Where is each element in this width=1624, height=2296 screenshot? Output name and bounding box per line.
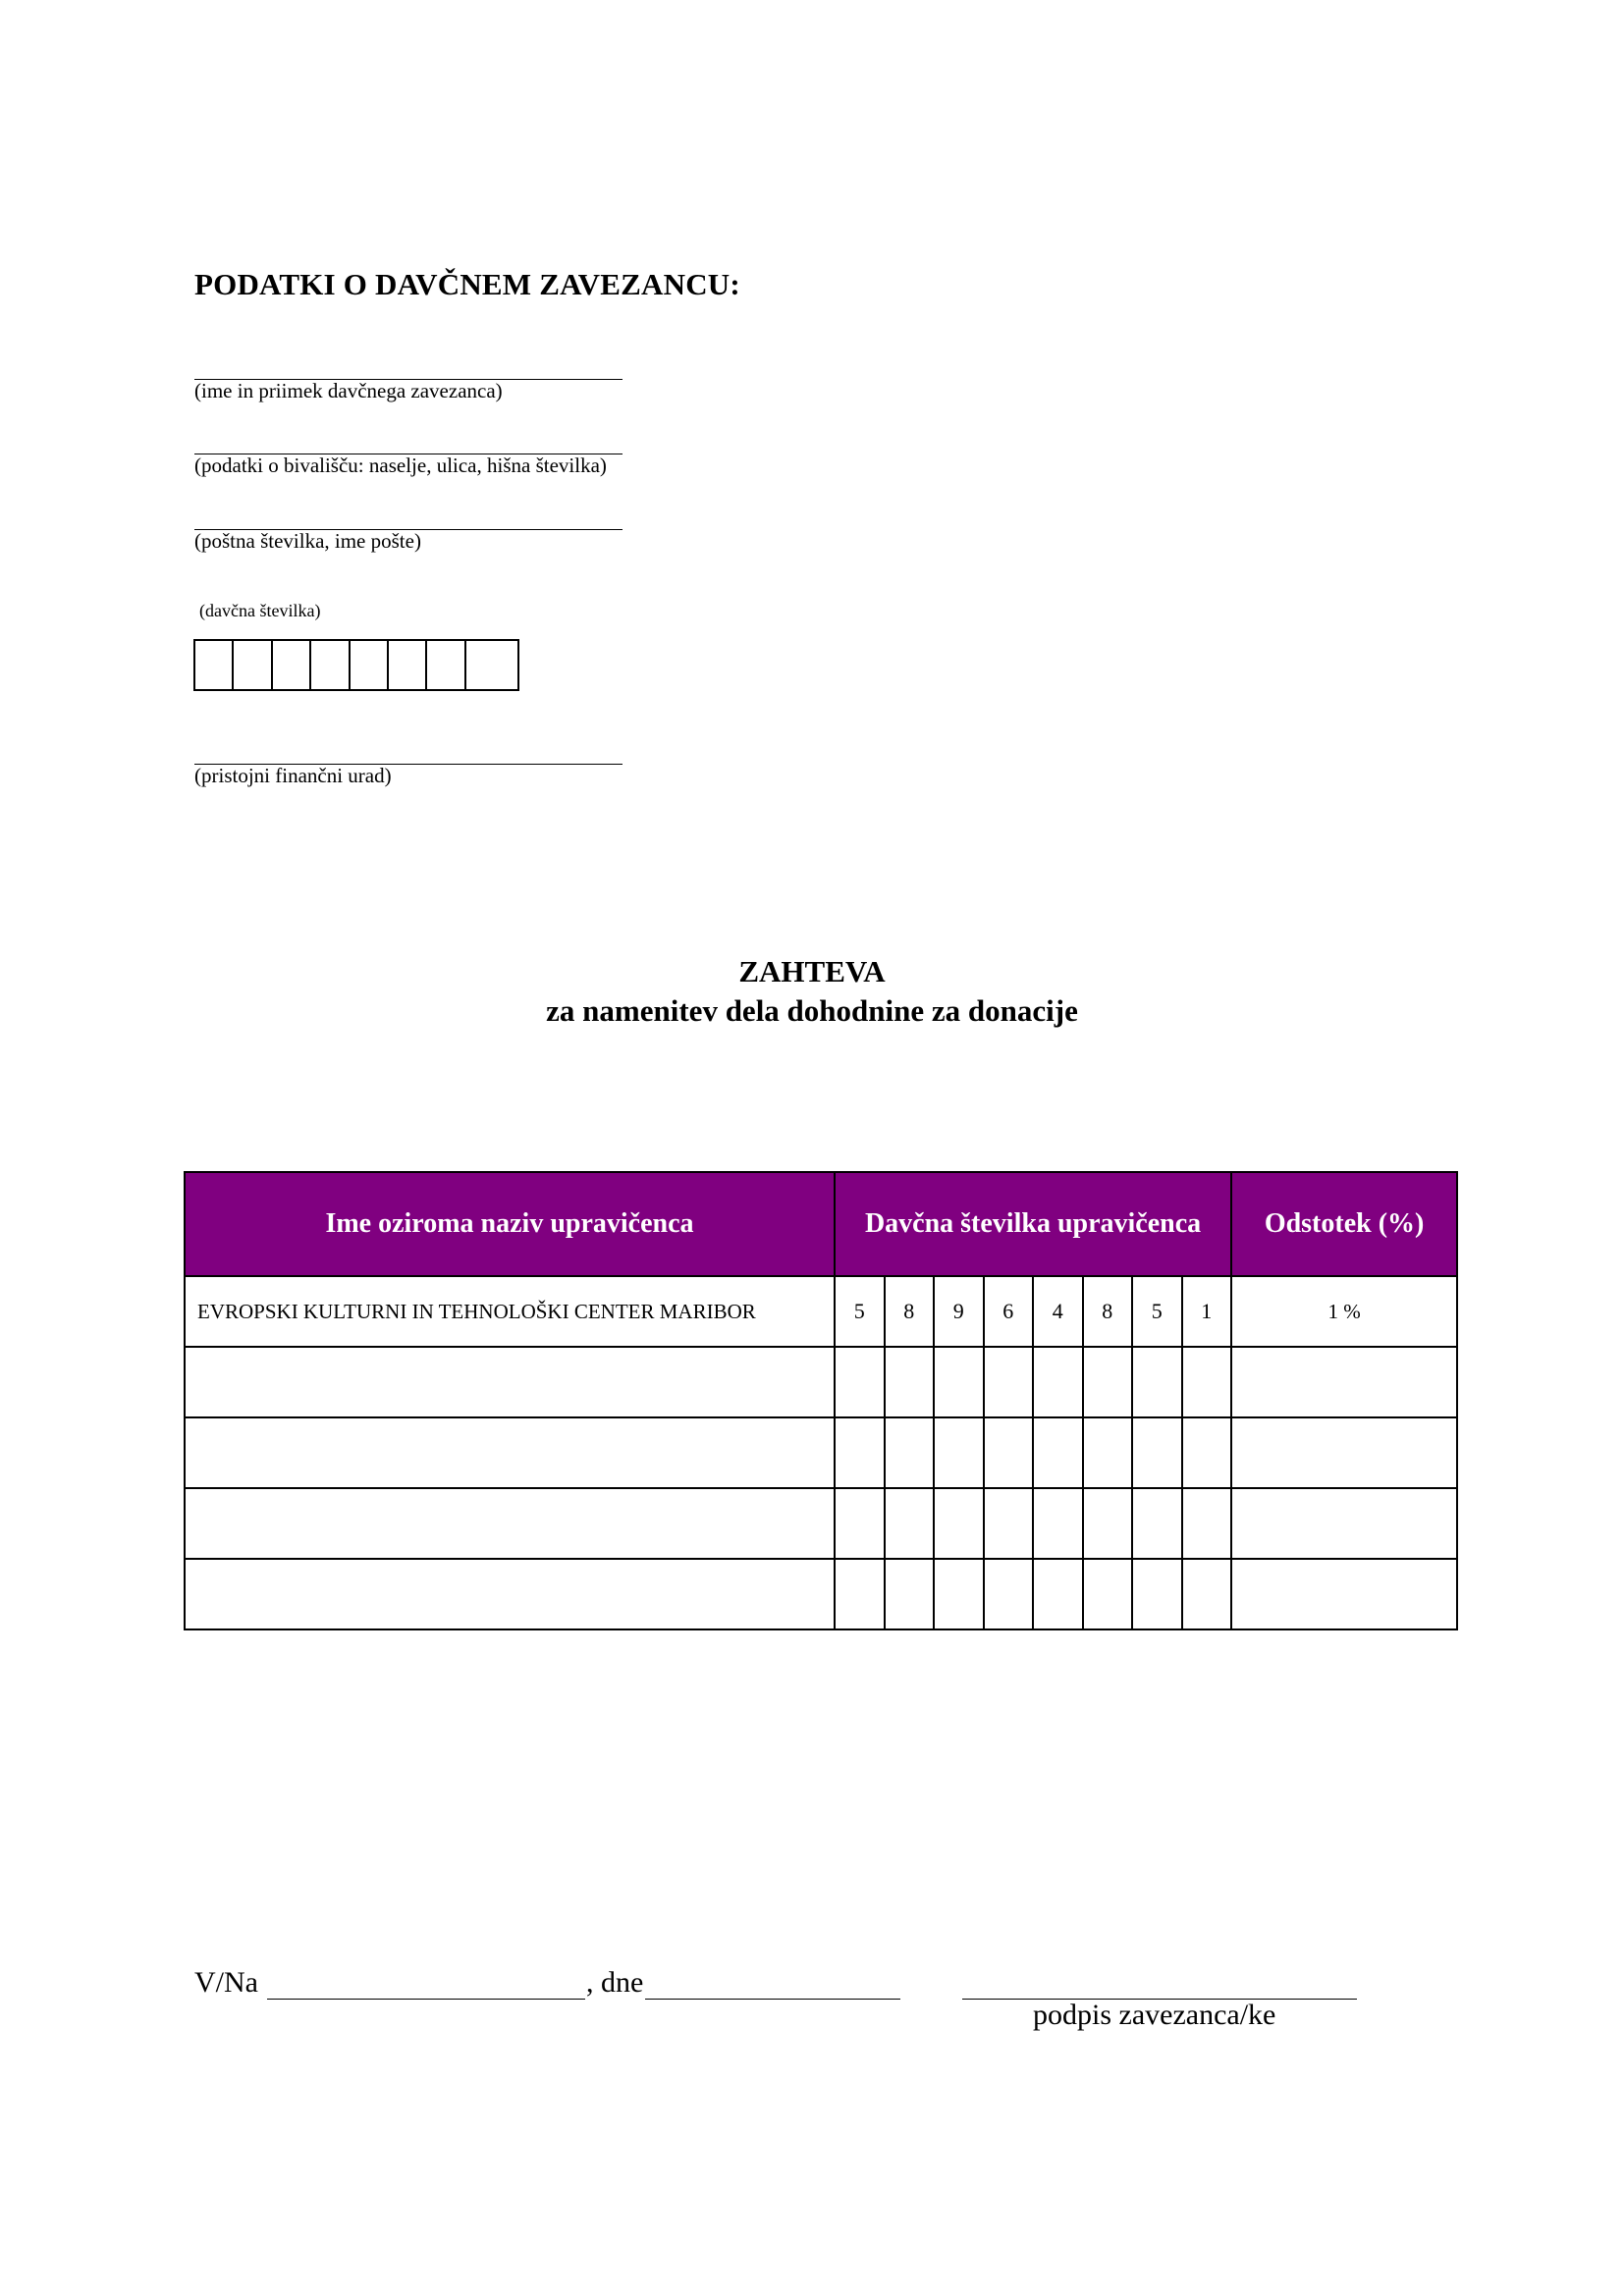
- tax-digit-cell[interactable]: [1182, 1488, 1232, 1559]
- tax-number-digit-box[interactable]: [466, 641, 517, 689]
- percentage-cell[interactable]: [1231, 1347, 1457, 1417]
- taxpayer-name-label: (ime in priimek davčnega zavezanca): [194, 379, 503, 402]
- tax-digit-cell[interactable]: [934, 1559, 984, 1629]
- tax-digit-cell[interactable]: [1033, 1488, 1083, 1559]
- table-row: [185, 1488, 1457, 1559]
- recipient-name-cell[interactable]: [185, 1417, 835, 1488]
- tax-digit-cell[interactable]: [934, 1347, 984, 1417]
- percentage-cell[interactable]: [1231, 1488, 1457, 1559]
- tax-number-digit-box[interactable]: [234, 641, 272, 689]
- tax-digit-cell[interactable]: [1083, 1488, 1133, 1559]
- tax-number-digit-box[interactable]: [311, 641, 350, 689]
- tax-digit-cell[interactable]: [984, 1417, 1034, 1488]
- table-row: [185, 1559, 1457, 1629]
- tax-digit-cell[interactable]: [1083, 1347, 1133, 1417]
- tax-digit-cell[interactable]: [1083, 1417, 1133, 1488]
- tax-digit-cell[interactable]: [984, 1488, 1034, 1559]
- tax-digit-cell[interactable]: 4: [1033, 1276, 1083, 1347]
- table-row: [185, 1417, 1457, 1488]
- tax-number-boxes[interactable]: [193, 639, 519, 691]
- taxpayer-post-label: (poštna številka, ime pošte): [194, 529, 421, 553]
- tax-digit-cell[interactable]: [1033, 1417, 1083, 1488]
- tax-office-label: (pristojni finančni urad): [194, 764, 392, 787]
- tax-number-digit-box[interactable]: [389, 641, 427, 689]
- tax-digit-cell[interactable]: 1: [1182, 1276, 1232, 1347]
- tax-number-label: (davčna številka): [199, 601, 321, 620]
- tax-digit-cell[interactable]: 6: [984, 1276, 1034, 1347]
- recipient-name-cell[interactable]: EVROPSKI KULTURNI IN TEHNOLOŠKI CENTER MARIBOR: [185, 1276, 835, 1347]
- header-recipient-name: Ime oziroma naziv upravičenca: [185, 1172, 835, 1276]
- tax-digit-cell[interactable]: 8: [885, 1276, 935, 1347]
- tax-digit-cell[interactable]: [1132, 1488, 1182, 1559]
- header-recipient-tax-number: Davčna številka upravičenca: [835, 1172, 1231, 1276]
- date-field[interactable]: [645, 1999, 900, 2000]
- tax-digit-cell[interactable]: 5: [1132, 1276, 1182, 1347]
- document-subtitle: za namenitev dela dohodnine za donacije: [546, 993, 1078, 1028]
- tax-digit-cell[interactable]: [835, 1417, 885, 1488]
- tax-digit-cell[interactable]: [984, 1559, 1034, 1629]
- tax-number-digit-box[interactable]: [351, 641, 389, 689]
- tax-digit-cell[interactable]: [1182, 1559, 1232, 1629]
- date-prefix: , dne: [586, 1966, 644, 1999]
- percentage-cell[interactable]: [1231, 1417, 1457, 1488]
- table-row: [185, 1276, 1457, 1347]
- tax-digit-cell[interactable]: [885, 1347, 935, 1417]
- table-row: [185, 1347, 1457, 1417]
- tax-digit-cell[interactable]: [934, 1417, 984, 1488]
- tax-number-digit-box[interactable]: [195, 641, 234, 689]
- tax-digit-cell[interactable]: 8: [1083, 1276, 1133, 1347]
- taxpayer-section-title: PODATKI O DAVČNEM ZAVEZANCU:: [194, 267, 740, 301]
- tax-digit-cell[interactable]: [1182, 1417, 1232, 1488]
- tax-digit-cell[interactable]: [835, 1559, 885, 1629]
- tax-digit-cell[interactable]: [835, 1488, 885, 1559]
- tax-digit-cell[interactable]: [1033, 1559, 1083, 1629]
- recipient-name-cell[interactable]: [185, 1559, 835, 1629]
- tax-digit-cell[interactable]: 9: [934, 1276, 984, 1347]
- place-field[interactable]: [267, 1999, 585, 2000]
- place-prefix: V/Na: [194, 1966, 258, 1999]
- tax-number-digit-box[interactable]: [427, 641, 465, 689]
- tax-digit-cell[interactable]: [835, 1347, 885, 1417]
- tax-digit-cell[interactable]: [1132, 1559, 1182, 1629]
- tax-digit-cell[interactable]: [885, 1417, 935, 1488]
- tax-digit-cell[interactable]: [1132, 1347, 1182, 1417]
- tax-digit-cell[interactable]: [885, 1488, 935, 1559]
- recipient-name-cell[interactable]: [185, 1347, 835, 1417]
- taxpayer-address-label: (podatki o bivališču: naselje, ulica, hišna številka): [194, 454, 607, 477]
- tax-digit-cell[interactable]: [984, 1347, 1034, 1417]
- tax-digit-cell[interactable]: [1132, 1417, 1182, 1488]
- tax-digit-cell[interactable]: 5: [835, 1276, 885, 1347]
- recipient-name-cell[interactable]: [185, 1488, 835, 1559]
- signature-label: podpis zavezanca/ke: [1033, 1999, 1276, 2031]
- percentage-cell[interactable]: [1231, 1559, 1457, 1629]
- tax-digit-cell[interactable]: [885, 1559, 935, 1629]
- tax-digit-cell[interactable]: [1083, 1559, 1133, 1629]
- donation-table: [184, 1171, 1458, 1630]
- tax-digit-cell[interactable]: [1182, 1347, 1232, 1417]
- header-percentage: Odstotek (%): [1231, 1172, 1457, 1276]
- tax-number-digit-box[interactable]: [273, 641, 311, 689]
- table-header-row: [185, 1172, 1457, 1276]
- document-title: ZAHTEVA: [738, 954, 886, 988]
- percentage-cell[interactable]: 1 %: [1231, 1276, 1457, 1347]
- tax-digit-cell[interactable]: [934, 1488, 984, 1559]
- tax-digit-cell[interactable]: [1033, 1347, 1083, 1417]
